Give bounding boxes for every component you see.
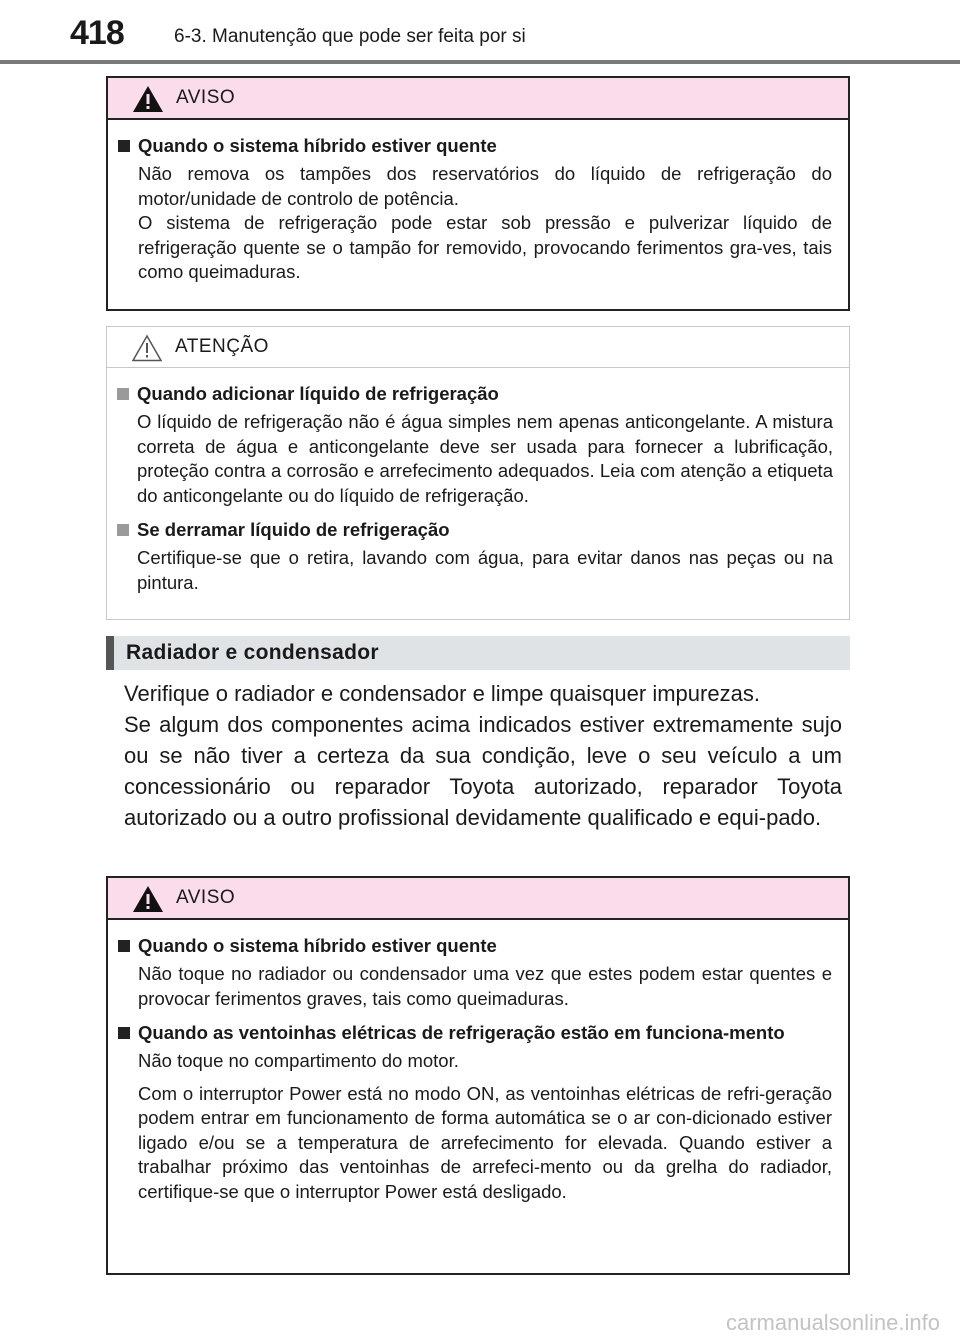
item-paragraph: O líquido de refrigeração não é água simples nem apenas anticongelante. A mistura correta de água e anticongelante deve ser usada para fornecer a lubrificação, proteção contra a corrosão e arrefecimento adequados. Leia com atenção a etiqueta do anticongelante ou do líquido de refrigeração. (137, 411, 833, 506)
item-paragraph: Não remova os tampões dos reservatórios do líquido de refrigeração do motor/unidade de controlo de potência. O sistema de refrigeração pode estar sob pressão e pulverizar líquido de refrigeração quente se o tampão for removido, provocando ferimentos gra-ves, tais como queimaduras. (138, 163, 832, 282)
item-heading (118, 134, 832, 158)
warning-box-2 (106, 876, 850, 1275)
caution-label: ATENÇÃO (175, 336, 269, 357)
radiator-paragraph-1: Verifique o radiador e condensador e limpe quaisquer impurezas. (124, 681, 760, 706)
warning-item (118, 134, 832, 285)
item-paragraph: Não toque no compartimento do motor. (138, 1050, 459, 1071)
radiator-paragraph-2: Se algum dos componentes acima indicados estiver extremamente sujo ou se não tiver a certeza da sua condição, leve o seu veículo a um concessionário ou reparador Toyota autorizado, reparador Toyota autorizado ou a outro profissional devidamente qualificado e equi-pado. (124, 712, 842, 830)
item-heading-text: Quando as ventoinhas elétricas de refrigeração estão em funciona-mento (138, 1022, 785, 1043)
item-heading-text: Quando o sistema híbrido estiver quente (138, 135, 497, 156)
warning-box-1 (106, 76, 850, 311)
item-paragraph: Não toque no radiador ou condensador uma vez que estes podem estar quentes e provocar ferimentos graves, tais como queimaduras. (138, 963, 832, 1009)
header-rule (0, 60, 960, 64)
warning-triangle-icon (132, 85, 164, 113)
square-bullet-icon (118, 140, 130, 152)
square-bullet-icon (118, 1027, 130, 1039)
warning-box-header (108, 78, 848, 120)
section-heading: Radiador e condensador (126, 641, 379, 664)
radiator-text (124, 678, 842, 833)
caution-item (117, 518, 833, 595)
item-paragraph: Com o interruptor Power está no modo ON, as ventoinhas elétricas de refri-geração podem entrar em funcionamento de forma automática se o ar con-dicionado estiver ligado e/ou se a temperatura de arrefecimento for elevada. Quando estiver a trabalhar próximo das ventoinhas de arrefeci-mento ou da grelha do radiador, certifique-se que o interruptor Power está desligado. (138, 1082, 832, 1202)
square-bullet-icon (117, 388, 129, 400)
caution-box-header (107, 327, 849, 368)
item-heading-text: Quando adicionar líquido de refrigeração (137, 383, 499, 404)
watermark: carmanualsonline.info (725, 1310, 940, 1335)
section-heading-bar (106, 636, 850, 670)
square-bullet-icon (118, 940, 130, 952)
warning-item (118, 934, 832, 1011)
warning-label: AVISO (176, 87, 236, 108)
item-heading (118, 934, 832, 958)
item-heading (117, 382, 833, 406)
item-heading-text: Quando o sistema híbrido estiver quente (138, 935, 497, 956)
item-heading (118, 1021, 832, 1045)
page-number: 418 (70, 14, 124, 52)
warning-item (118, 1021, 832, 1204)
caution-item (117, 382, 833, 508)
item-heading (117, 518, 833, 542)
warning-box-header (108, 878, 848, 920)
item-heading-text: Se derramar líquido de refrigeração (137, 519, 450, 540)
section-title: 6-3. Manutenção que pode ser feita por si (174, 26, 526, 47)
caution-box (106, 326, 850, 620)
warning-triangle-icon (132, 885, 164, 913)
item-paragraph: Certifique-se que o retira, lavando com água, para evitar danos nas peças ou na pintura. (137, 547, 833, 593)
square-bullet-icon (117, 524, 129, 536)
caution-triangle-icon (131, 334, 163, 362)
warning-label: AVISO (176, 887, 236, 908)
